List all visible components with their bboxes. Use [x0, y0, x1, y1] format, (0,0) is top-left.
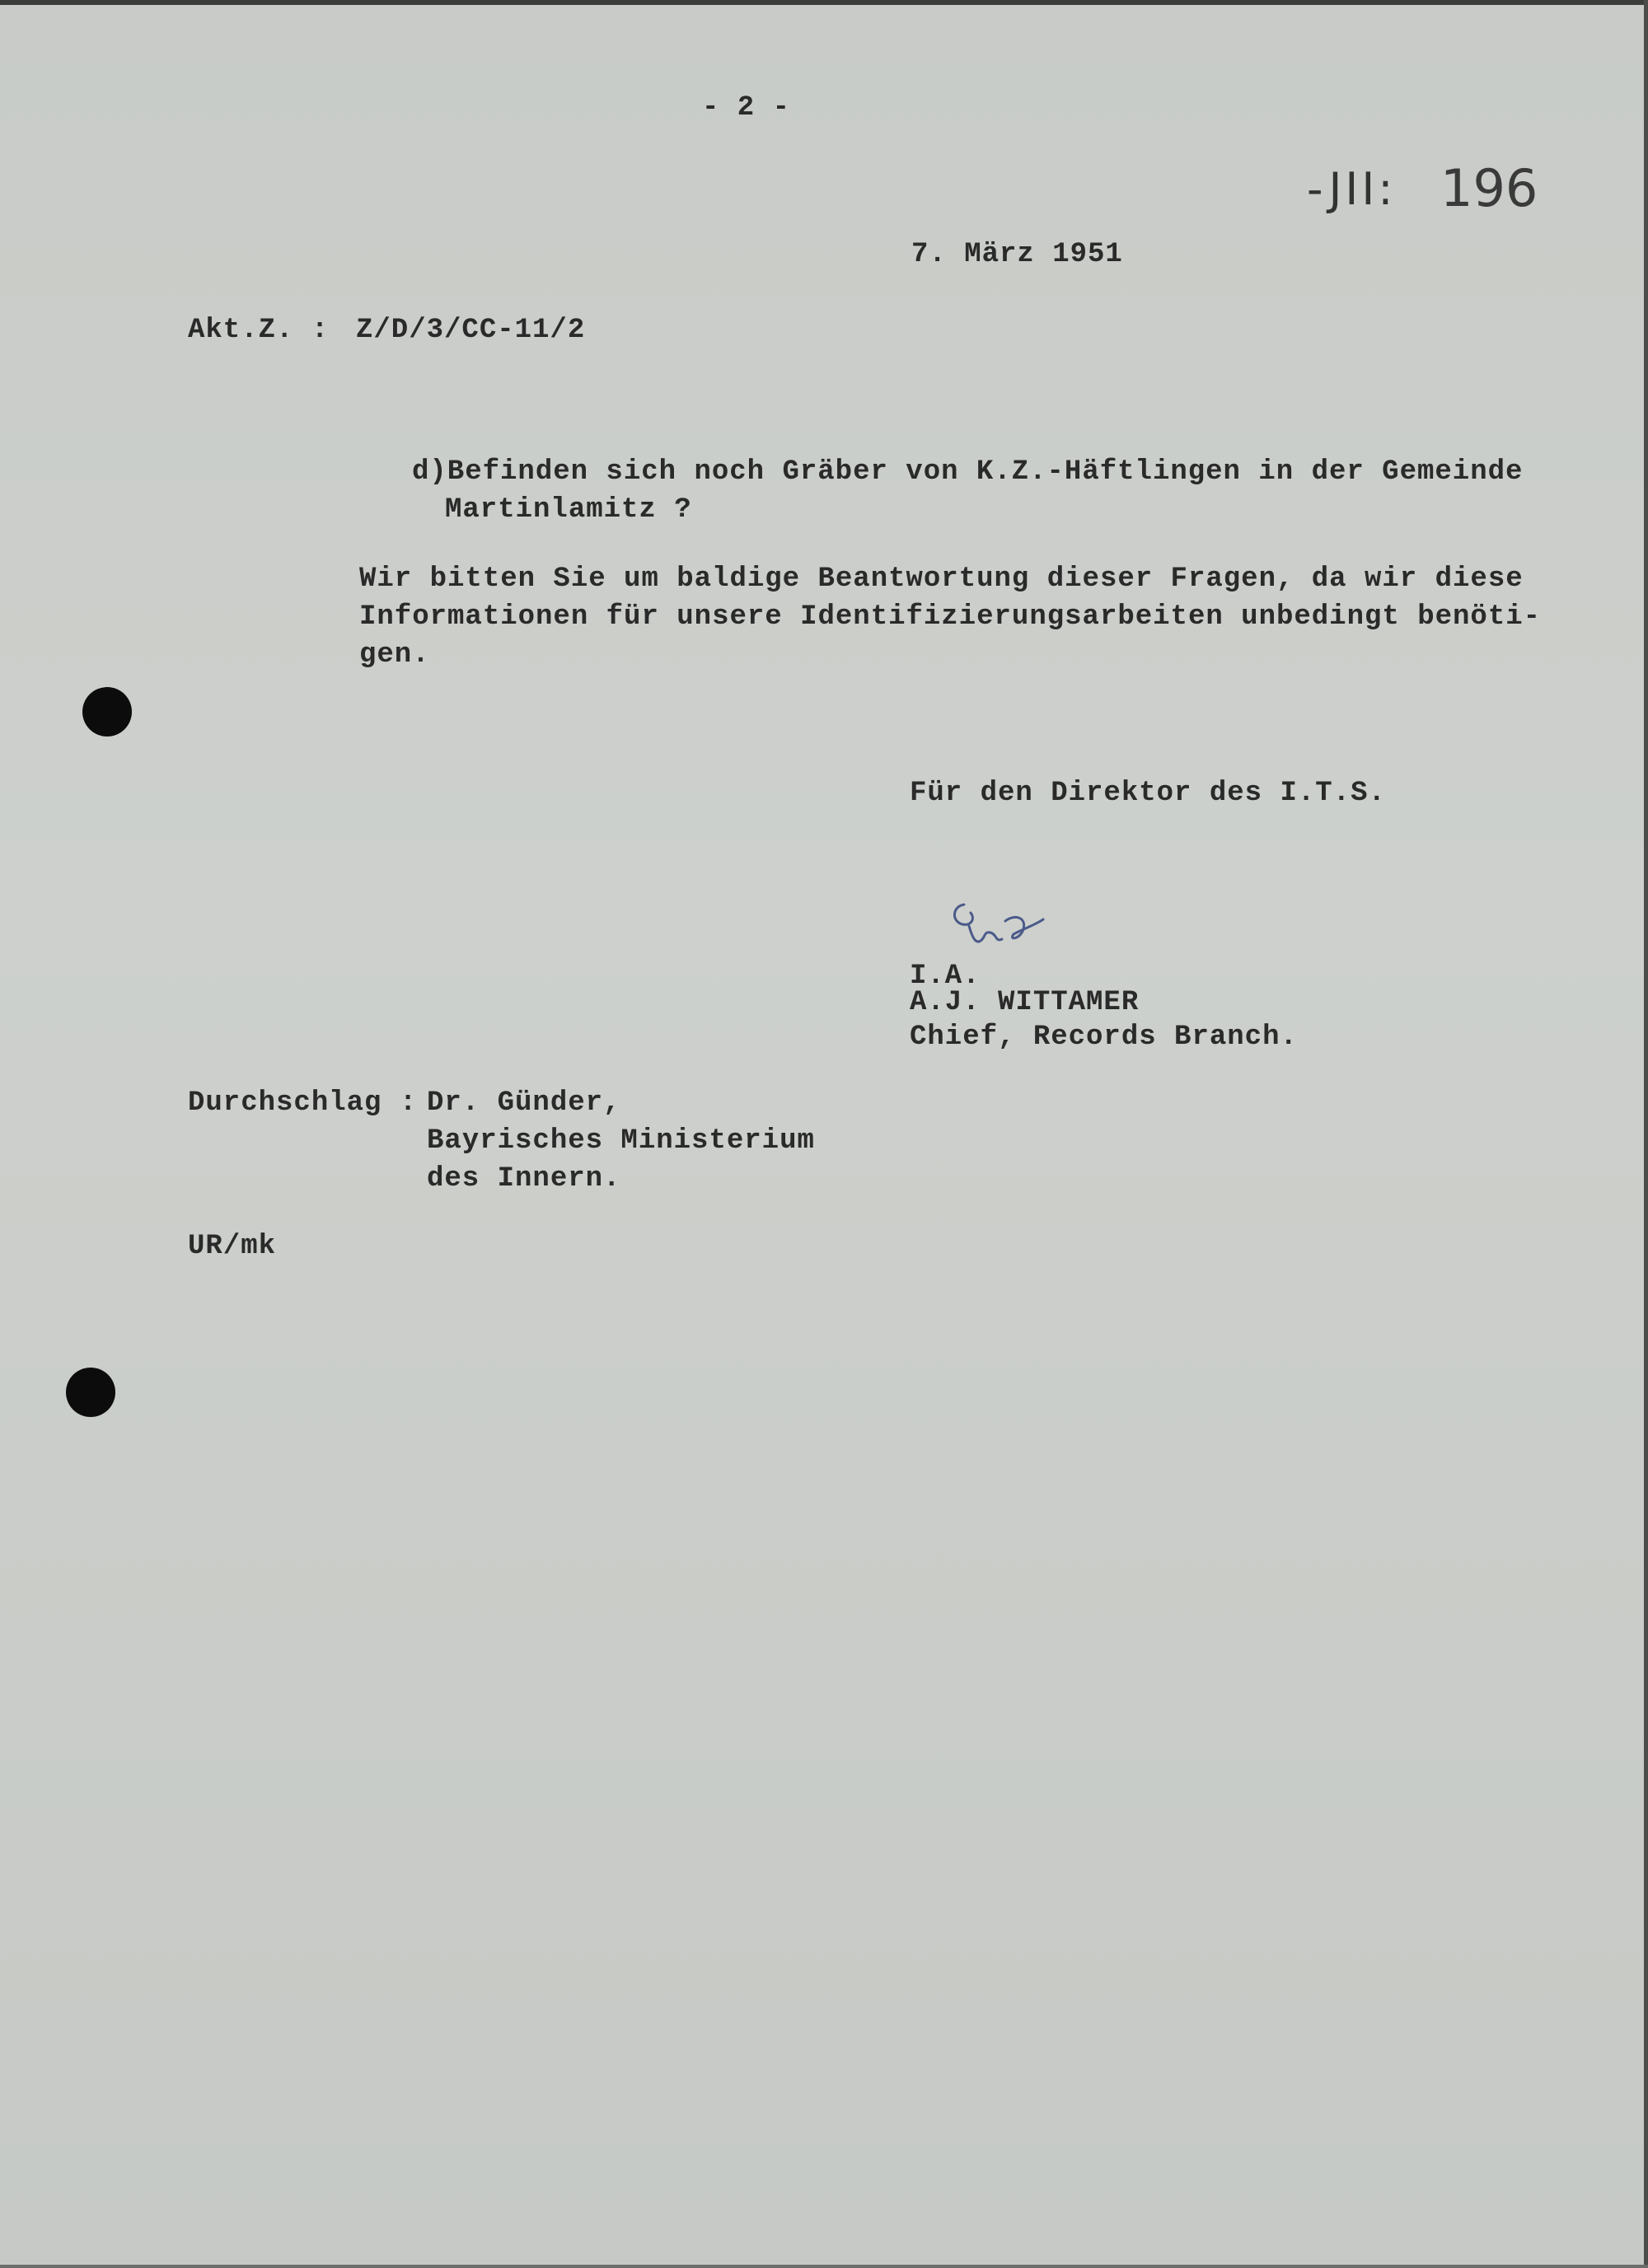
- copy-recipient-2: Bayrisches Ministerium: [427, 1125, 815, 1157]
- copy-label: Durchschlag :: [188, 1087, 418, 1119]
- scan-edge-right: [1644, 0, 1648, 2268]
- signature-initials: [948, 896, 1055, 962]
- question-line-1: d)Befinden sich noch Gräber von K.Z.-Häftlingen in der Gemeinde: [412, 456, 1524, 488]
- typist-initials: UR/mk: [188, 1231, 277, 1262]
- copy-recipient-1: Dr. Günder,: [427, 1087, 621, 1119]
- copy-recipient-3: des Innern.: [427, 1163, 621, 1195]
- signature-ia: I.A.: [910, 961, 981, 992]
- reference-label: Akt.Z. :: [188, 315, 330, 346]
- scan-edge-bottom: [0, 2265, 1648, 2268]
- letter-date: 7. März 1951: [911, 239, 1123, 270]
- request-line-3: gen.: [359, 639, 430, 671]
- archive-stamp-prefix: -JII:: [1307, 163, 1397, 215]
- question-line-2: Martinlamitz ?: [445, 494, 692, 526]
- request-line-2: Informationen für unsere Identifizierungsarbeiten unbedingt benöti-: [359, 601, 1542, 633]
- page-number: - 2 -: [702, 92, 791, 124]
- signatory-name: A.J. WITTAMER: [910, 987, 1140, 1018]
- punch-hole-bottom: [66, 1368, 115, 1417]
- request-line-1: Wir bitten Sie um baldige Beantwortung dieser Fragen, da wir diese: [359, 563, 1524, 595]
- scan-edge-top: [0, 0, 1648, 5]
- signatory-title: Chief, Records Branch.: [910, 1022, 1298, 1053]
- reference-value: Z/D/3/CC-11/2: [356, 315, 586, 346]
- closing-line: Für den Direktor des I.T.S.: [910, 778, 1386, 809]
- archive-number: 196: [1440, 158, 1538, 218]
- punch-hole-top: [82, 687, 132, 737]
